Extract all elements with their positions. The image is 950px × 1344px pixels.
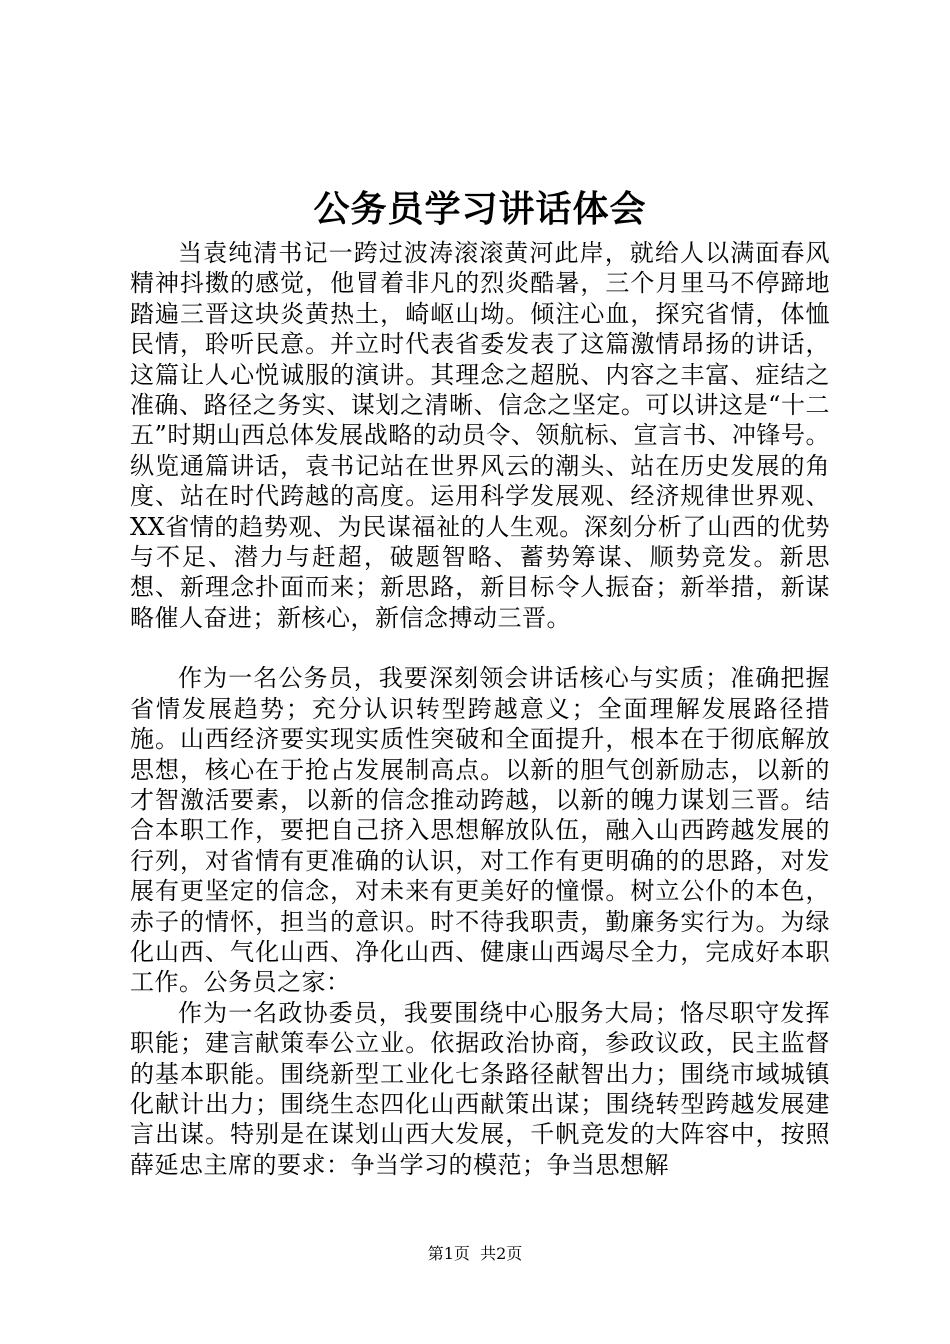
- paragraph-2: 作为一名公务员，我要深刻领会讲话核心与实质；准确把握省情发展趋势；充分认识转型跨越意义；全面理解发展路径措施。山西经济要实现实质性突破和全面提升，根本在于彻底解放思想，核心在于抢占发展制高点。以新的胆气创新励志，以新的才智激活要素，以新的信念推动跨越，以新的魄力谋划三晋。结合本职工作，要把自己挤入思想解放队伍，融入山西跨越发展的行列，对省情有更准确的认识，对工作有更明确的的思路，对发展有更坚定的信念，对未来有更美好的憧憬。树立公仆的本色，赤子的情怀，担当的意识。时不待我职责，勤廉务实行为。为绿化山西、气化山西、净化山西、健康山西竭尽全力，完成好本职工作。公务员之家：: [130, 664, 830, 997]
- page-footer: [0, 1244, 950, 1264]
- page-number: 第1页 共2页: [427, 1244, 523, 1263]
- paragraph-3: 作为一名政协委员，我要围绕中心服务大局；恪尽职守发挥职能；建言献策奉公立业。依据政治协商，参政议政，民主监督的基本职能。围绕新型工业化七条路径献智出力；围绕市域城镇化献计出力；围绕生态四化山西献策出谋；围绕转型跨越发展建言出谋。特别是在谋划山西大发展，千帆竞发的大阵容中，按照薛延忠主席的要求：争当学习的模范；争当思想解: [130, 998, 830, 1179]
- document-body: [130, 238, 830, 1180]
- document-title: 公务员学习讲话体会: [313, 188, 647, 230]
- paragraph-1: 当袁纯清书记一跨过波涛滚滚黄河此岸，就给人以满面春风精神抖擞的感觉，他冒着非凡的烈炎酷暑，三个月里马不停蹄地踏遍三晋这块炎黄热土，崎岖山坳。倾注心血，探究省情，体恤民情，聆听民意。并立时代表省委发表了这篇激情昂扬的讲话，这篇让人心悦诚服的演讲。其理念之超脱、内容之丰富、症结之准确、路径之务实、谋划之清晰、信念之坚定。可以讲这是“十二五”时期山西总体发展战略的动员令、领航标、宣言书、冲锋号。纵览通篇讲话，袁书记站在世界风云的潮头、站在历史发展的角度、站在时代跨越的高度。运用科学发展观、经济规律世界观、XX省情的趋势观、为民谋福祉的人生观。深刻分析了山西的优势与不足、潜力与赶超，破题智略、蓄势筹谋、顺势竞发。新思想、新理念扑面而来；新思路，新目标令人振奋；新举措，新谋略催人奋进；新核心，新信念搏动三晋。: [130, 239, 830, 632]
